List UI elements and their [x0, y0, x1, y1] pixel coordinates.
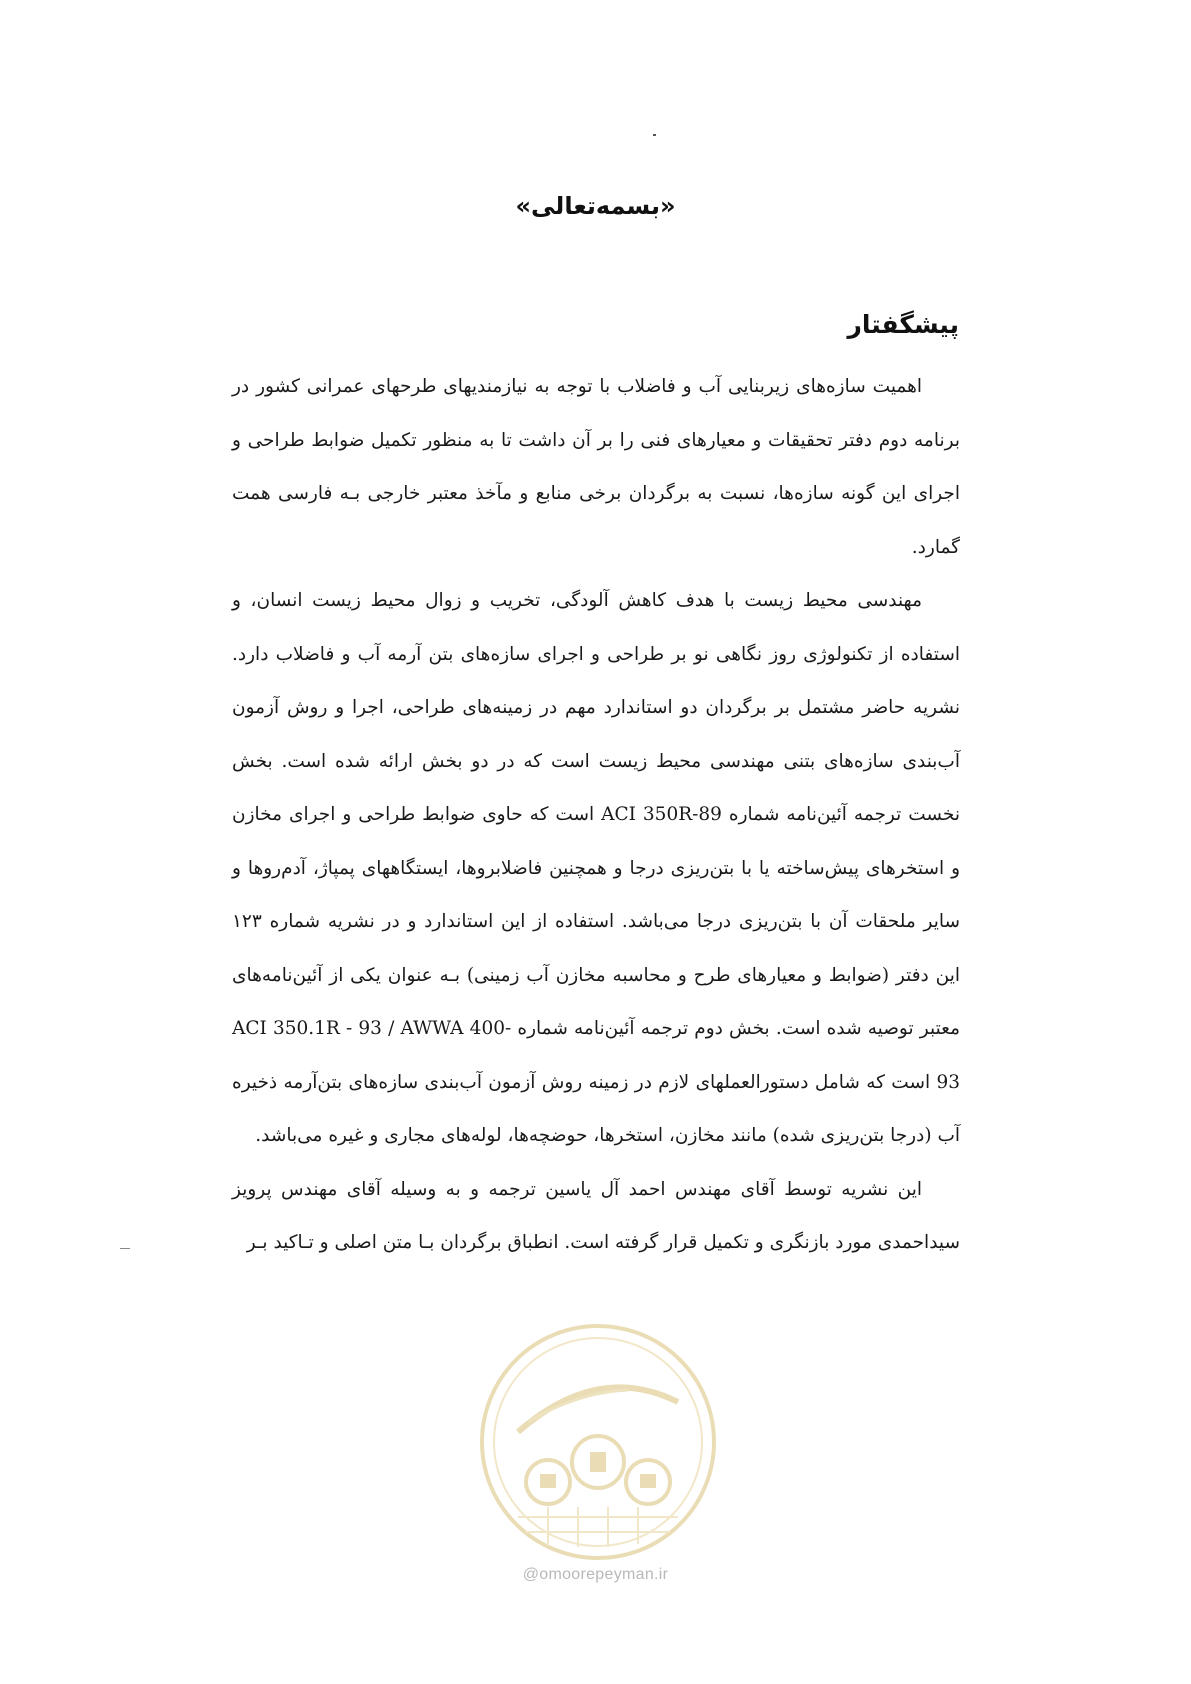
watermark-seal-logo — [478, 1322, 718, 1562]
scan-speck — [653, 134, 656, 136]
paragraph-2: مهندسی محیط زیست با هدف کاهش آلودگی، تخریب و زوال محیط زیست انسان، و استفاده از تکنولوژی روز نگاهی نو بر طراحی و اجرای سازه‌های بتن آرمه آب و فاضلاب دارد. نشریه حاضر مشتمل بر برگردان دو استاندارد مهم در زمینه‌های طراحی، اجرا و روش آزمون آب‌بندی سازه‌های بتنی مهندسی محیط زیست است که در دو بخش ارائه شده است. بخش نخست ترجمه آئین‌نامه شماره ACI 350R-89 است که حاوی ضوابط طراحی و اجرای مخازن و استخرهای پیش‌ساخته یا با بتن‌ریزی درجا و همچنین فاضلابروها، ایستگاههای پمپاژ، آدم‌روها و سایر ملحقات آن با بتن‌ریزی درجا می‌باشد. استفاده از این استاندارد و در نشریه شماره ۱۲۳ این دفتر (ضوابط و معیارهای طرح و محاسبه مخازن آب زمینی) بـه عنوان یکی از آئین‌نامه‌های معتبر توصیه شده است. بخش دوم ترجمه آئین‌نامه شماره ACI 350.1R - 93 / AWWA 400-93 است که شامل دستورالعملهای لازم در زمینه روش آزمون آب‌بندی سازه‌های بتن‌آرمه ذخیره آب (درجا بتن‌ریزی شده) مانند مخازن، استخرها، حوضچه‌ها، لوله‌های مجاری و غیره می‌باشد. — [232, 590, 961, 1146]
paragraph-1: اهمیت سازه‌های زیربنایی آب و فاضلاب با توجه به نیازمندیهای طرحهای عمرانی کشور در برنامه دوم دفتر تحقیقات و معیارهای فنی را بر آن داشت تا به منظور تکمیل ضوابط طراحی و اجرای این گونه سازه‌ها، نسبت به برگردان برخی منابع و مآخذ معتبر خارجی بـه فارسی همت گمارد. — [232, 376, 960, 558]
document-body — [232, 360, 960, 1270]
section-heading: پیشگفتار — [847, 310, 959, 339]
invocation-title: «بسمه‌تعالی» — [515, 192, 676, 220]
scan-speck — [120, 1248, 130, 1249]
paragraph-3: این نشریه توسط آقای مهندس احمد آل یاسین ترجمه و به وسیله آقای مهندس پرویز سیداحمدی مورد بازنگری و تکمیل قرار گرفته است. انطباق برگردان بـا متن اصلی و تـاکید بـر — [232, 1178, 960, 1253]
watermark-url: @omoorepeyman.ir — [522, 1566, 669, 1583]
